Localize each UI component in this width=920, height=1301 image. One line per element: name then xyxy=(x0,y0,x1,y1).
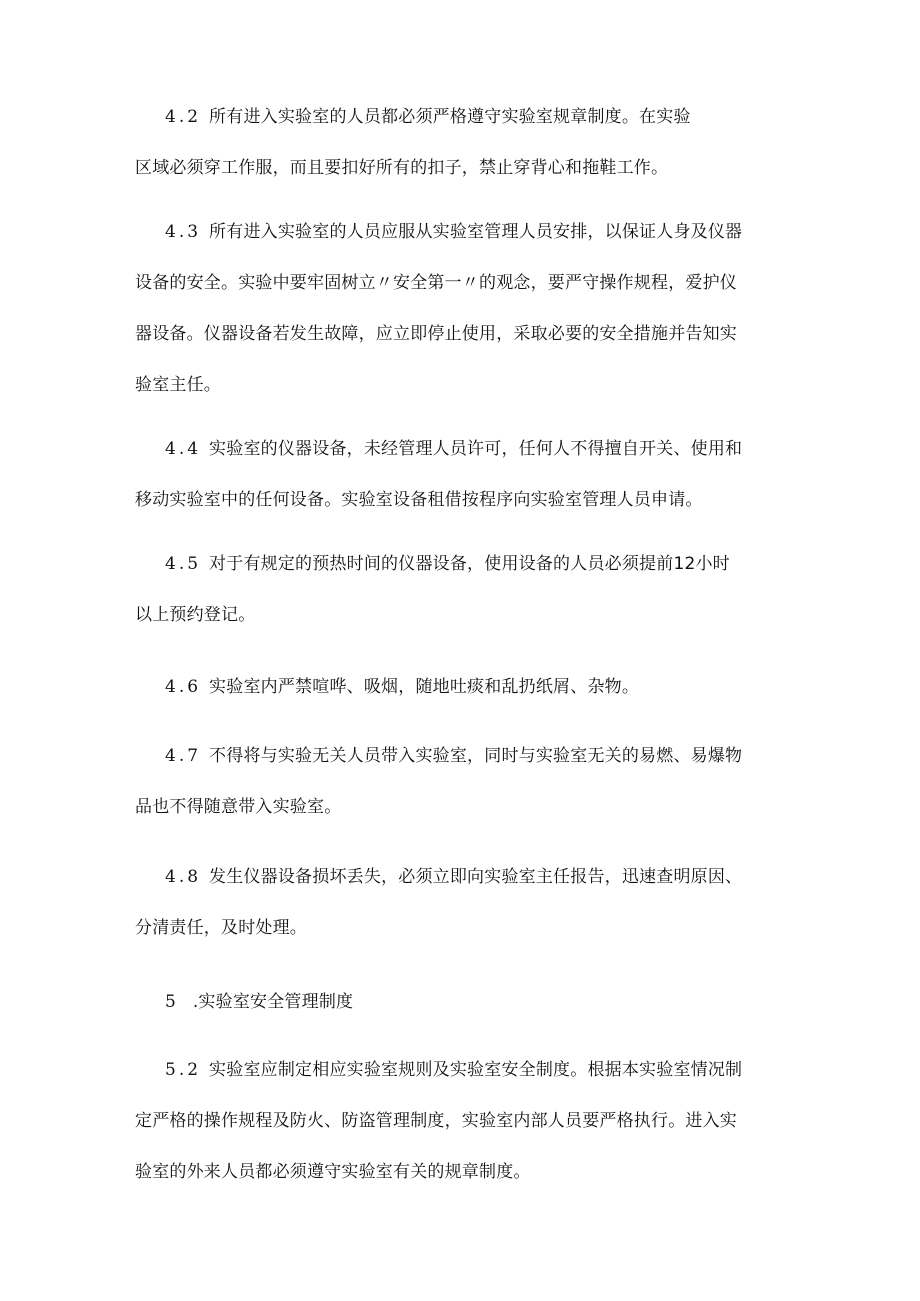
paragraph-number: 4.2 xyxy=(165,107,202,127)
paragraph-number: 4.5 xyxy=(165,554,202,574)
paragraph-text: 品也不得随意带入实验室。 xyxy=(135,797,342,817)
paragraph-text: 所有进入实验室的人员都必须严格遵守实验室规章制度。在实验 xyxy=(209,107,691,127)
paragraph-text: 定严格的操作规程及防火、防盗管理制度，实验室内部人员要严格执行。进入实 xyxy=(135,1111,737,1131)
paragraph-text: 分清责任，及时处理。 xyxy=(135,918,307,938)
paragraph-4-3 xyxy=(135,207,795,411)
paragraph-4-5 xyxy=(135,539,795,641)
paragraph-text: 对于有规定的预热时间的仪器设备，使用设备的人员必须提前12小时 xyxy=(209,554,730,574)
paragraph-4-6 xyxy=(135,662,795,713)
paragraph-number: 4.3 xyxy=(165,222,202,242)
paragraph-text: 设备的安全。实验中要牢固树立〃安全第一〃的观念，要严守操作规程，爱护仪 xyxy=(135,273,737,293)
section-number: 5 xyxy=(165,992,179,1012)
paragraph-text: 实验室应制定相应实验室规则及实验室安全制度。根据本实验室情况制 xyxy=(209,1060,743,1080)
paragraph-text: 验室的外来人员都必须遵守实验室有关的规章制度。 xyxy=(135,1162,531,1182)
paragraph-4-7 xyxy=(135,731,795,833)
paragraph-text: 实验室内严禁喧哗、吸烟，随地吐痰和乱扔纸屑、杂物。 xyxy=(209,677,640,697)
paragraph-4-4 xyxy=(135,424,795,526)
paragraph-text: 移动实验室中的任何设备。实验室设备租借按程序向实验室管理人员申请。 xyxy=(135,490,703,510)
paragraph-text: 所有进入实验室的人员应服从实验室管理人员安排，以保证人身及仪器 xyxy=(209,222,743,242)
paragraph-number: 4.4 xyxy=(165,439,202,459)
paragraph-5-2 xyxy=(135,1045,795,1198)
paragraph-4-2 xyxy=(135,92,795,194)
paragraph-number: 4.8 xyxy=(165,867,202,887)
paragraph-number: 4.7 xyxy=(165,746,202,766)
section-heading-5 xyxy=(135,977,795,1028)
paragraph-text: 不得将与实验无关人员带入实验室，同时与实验室无关的易燃、易爆物 xyxy=(209,746,743,766)
paragraph-text: 区域必须穿工作服，而且要扣好所有的扣子，禁止穿背心和拖鞋工作。 xyxy=(135,158,669,178)
paragraph-text: 以上预约登记。 xyxy=(135,605,256,625)
paragraph-number: 4.6 xyxy=(165,677,202,697)
paragraph-text: 发生仪器设备损坏丢失，必须立即向实验室主任报告，迅速查明原因、 xyxy=(209,867,743,887)
paragraph-text: 器设备。仪器设备若发生故障，应立即停止使用，采取必要的安全措施并告知实 xyxy=(135,324,737,344)
paragraph-number: 5.2 xyxy=(165,1060,202,1080)
paragraph-text: 验室主任。 xyxy=(135,375,221,395)
paragraph-4-8 xyxy=(135,852,795,954)
paragraph-text: 实验室的仪器设备，未经管理人员许可，任何人不得擅自开关、使用和 xyxy=(209,439,743,459)
section-title: .实验室安全管理制度 xyxy=(192,992,354,1012)
